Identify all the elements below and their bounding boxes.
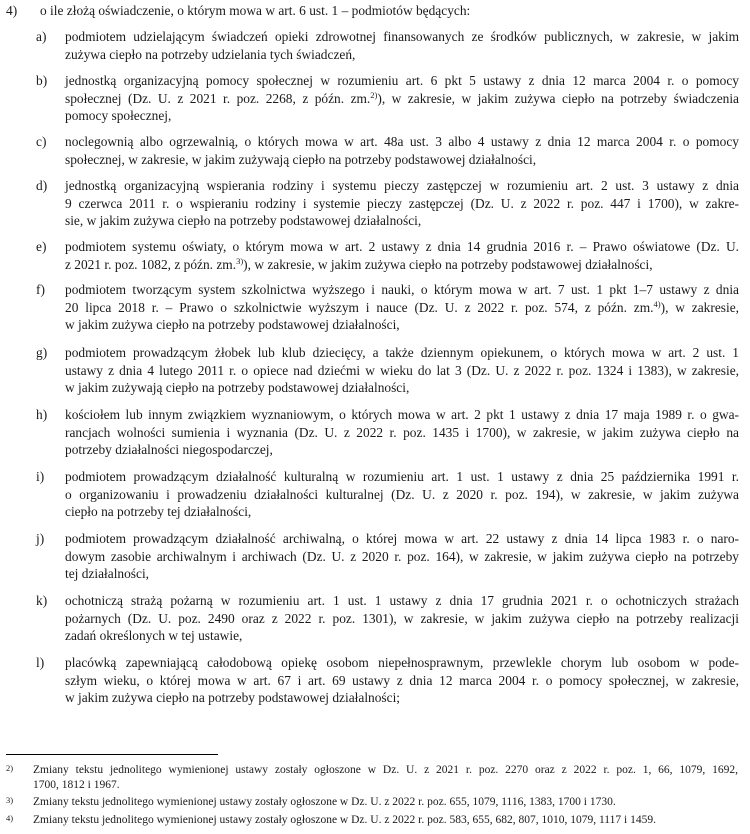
sub-item-text: [65, 592, 739, 645]
sub-item-letter: j): [36, 531, 45, 546]
text-line: jednostką organizacyjną wspierania rodziny i systemu pieczy zastępczej w rozumieniu art. 2 ust. 3 ustawy z dnia: [65, 178, 739, 193]
sub-item-letter: e): [36, 239, 47, 254]
text-line: 1700, 1812 i 1967.: [33, 778, 120, 791]
text-line: placówką zapewniającą całodobową opiekę osobom niepełnosprawnym, przewlekle chorym lub osobom w pode-: [65, 655, 739, 670]
text-line: o organizowaniu i prowadzeniu działalności kulturalnej (Dz. U. z 2020 r. poz. 194), w zakresie, w jakim zużywa: [65, 486, 739, 502]
sub-item-letter: c): [36, 134, 47, 149]
footnote-ref: 2): [370, 89, 378, 100]
text-line: Zmiany tekstu jednolitego wymienionej ustawy zostały ogłoszone w Dz. U. z 2021 r. poz. 2270 oraz z 2022 r. poz. 1, 66, 1079, 1692,: [33, 764, 738, 776]
text-line: kościołem lub innym związkiem wyznaniowym, o których mowa w art. 2 pkt 1 ustawy z dnia 17 maja 1989 r. o gwa-: [65, 407, 739, 422]
footnote-text: [33, 795, 738, 810]
sub-item-letter: l): [36, 655, 45, 670]
text-line: zużywa ciepło na potrzeby udzielania tych świadczeń,: [65, 46, 356, 62]
sub-item-letter: b): [36, 73, 48, 88]
sub-item-text: [65, 133, 739, 168]
text-line: podmiotem tworzącym system szkolnictwa wyższego i nauki, o którym mowa w art. 7 ust. 1 pkt 1–7 ustawy z dnia: [65, 282, 739, 297]
footnote-text: [33, 763, 738, 792]
sub-item-letter: i): [36, 469, 45, 484]
sub-item-text: [65, 468, 739, 521]
footnote-ref: 4): [653, 298, 661, 309]
text-line: ochotniczą strażą pożarną w rozumieniu art. 1 ust. 1 ustawy z dnia 17 grudnia 2021 r. o ochotniczych strażach: [65, 593, 739, 608]
sub-item-text: [65, 344, 739, 397]
sub-item-letter: d): [36, 178, 48, 193]
text-line: szłym wieku, o której mowa w art. 67 i art. 69 ustawy z dnia 12 marca 2004 r. o pomocy społecznej, w zakresie,: [65, 672, 739, 688]
sub-item-text: [65, 654, 739, 707]
footnote-text: [33, 813, 738, 828]
text-line: z 2021 r. poz. 1082, z późn. zm.$^{3)}$), w zakresie, w jakim zużywa ciepło na potrzeby podstawowej działalności,: [65, 255, 653, 272]
sub-item-letter: f): [36, 282, 45, 297]
sub-item-letter: h): [36, 407, 48, 422]
text-line: Zmiany tekstu jednolitego wymienionej ustawy zostały ogłoszone w Dz. U. z 2022 r. poz. 583, 655, 682, 807, 1010, 1079, 1117 i 1459.: [33, 814, 656, 826]
sub-item-letter: k): [36, 593, 48, 608]
sub-item-text: [65, 406, 739, 459]
text-line: pożarnych (Dz. U. poz. 2490 oraz z 2022 r. poz. 1301), w zakresie, w jakim zużywa ciepło na potrzeby realizacji: [65, 610, 739, 626]
text-line: w jakim zużywa ciepło na potrzeby podstawowej działalności,: [65, 317, 400, 333]
text-line: ustawy z dnia 4 lutego 2011 r. o opiece nad dziećmi w wieku do lat 3 (Dz. U. z 2022 r. poz. 1324 i 1383), w zakresie,: [65, 362, 739, 378]
text-line: w jakim zużywają ciepło na potrzeby podstawowej działalności,: [65, 380, 410, 396]
footnote-ref: 3): [236, 255, 244, 266]
sub-item-text: [65, 28, 739, 63]
text-line: podmiotem prowadzącym działalność archiwalną, o której mowa w art. 22 ustawy z dnia 14 lipca 1983 r. o naro-: [65, 531, 739, 546]
text-line: noclegownią albo ogrzewalnią, o których mowa w art. 48a ust. 3 albo 4 ustawy z dnia 12 marca 2004 r. o pomocy: [65, 134, 739, 149]
sub-item-text: [65, 72, 739, 125]
text-line: zadań określonych w tej ustawie,: [65, 628, 243, 644]
text-line: jednostką organizacyjną pomocy społecznej w rozumieniu art. 6 pkt 5 ustawy z dnia 12 marca 2004 r. o pomocy: [65, 73, 739, 88]
footnote-marker: 2): [6, 763, 14, 773]
sub-item-letter: g): [36, 345, 48, 360]
text-line: rancjach wolności sumienia i wyznania (Dz. U. z 2022 r. poz. 1435 i 1700), w zakresie, w jakim zużywa ciepło na: [65, 424, 739, 440]
text-line: podmiotem systemu oświaty, o którym mowa w art. 2 ustawy z dnia 14 grudnia 2016 r. – Prawo oświatowe (Dz. U.: [65, 239, 739, 254]
text-line: społecznej (Dz. U. z 2021 r. poz. 2268, z późn. zm.$^{2)}$), w zakresie, w jakim zużywa ciepło na potrzeby świadczenia: [65, 89, 739, 106]
text-line: pomocy społecznej,: [65, 108, 172, 124]
text-line: 9 czerwca 2011 r. o wspieraniu rodziny i systemie pieczy zastępczej (Dz. U. z 2022 r. poz. 447 i 1700), w zakre-: [65, 195, 739, 211]
text-line: 20 lipca 2018 r. – Prawo o szkolnictwie wyższym i nauce (Dz. U. z 2022 r. poz. 574, z późn. zm.$^{4)}$), w zakresie,: [65, 298, 740, 315]
text-line: podmiotem prowadzącym żłobek lub klub dziecięcy, a także dziennym opiekunem, o których mowa w art. 2 ust. 1: [65, 345, 739, 360]
footnote-marker: 4): [6, 813, 14, 823]
text-line: sie, w jakim zużywa ciepło na potrzeby podstawowej działalności,: [65, 213, 422, 229]
footnote-marker: 3): [6, 795, 14, 805]
text-line: podmiotem udzielającym świadczeń opieki zdrowotnej finansowanych ze środków publicznych, w zakresie, w jakim: [65, 29, 739, 44]
text-line: ciepło na potrzeby tej działalności,: [65, 504, 252, 520]
main-item-4: [6, 2, 470, 19]
sub-item-text: [65, 177, 739, 230]
sub-item-text: [65, 530, 739, 583]
sub-item-letter: a): [36, 29, 47, 44]
sub-item-text: [65, 238, 739, 273]
text-line: tej działalności,: [65, 566, 150, 582]
text-line: Zmiany tekstu jednolitego wymienionej ustawy zostały ogłoszone w Dz. U. z 2022 r. poz. 655, 1079, 1116, 1383, 1700 i 1730.: [33, 796, 616, 808]
text-line: potrzeby działalności niegospodarczej,: [65, 442, 273, 458]
main-item-number: 4): [6, 3, 18, 18]
main-item-text: o ile złożą oświadczenie, o którym mowa w art. 6 ust. 1 – podmiotów będących:: [40, 3, 471, 18]
text-line: dowym zasobie archiwalnym i archiwach (Dz. U. z 2020 r. poz. 164), w zakresie, w jakim zużywa ciepło na potrzeby: [65, 548, 739, 564]
footnote-separator: [6, 754, 218, 755]
text-line: podmiotem prowadzącym działalność kulturalną w rozumieniu art. 1 ust. 1 ustawy z dnia 25 października 1991 r.: [65, 469, 739, 484]
text-line: w jakim zużywa ciepło na potrzeby podstawowej działalności;: [65, 690, 401, 706]
text-line: społecznej, w zakresie, w jakim zużywają ciepło na potrzeby podstawowej działalności,: [65, 151, 537, 167]
sub-item-text: [65, 281, 739, 334]
